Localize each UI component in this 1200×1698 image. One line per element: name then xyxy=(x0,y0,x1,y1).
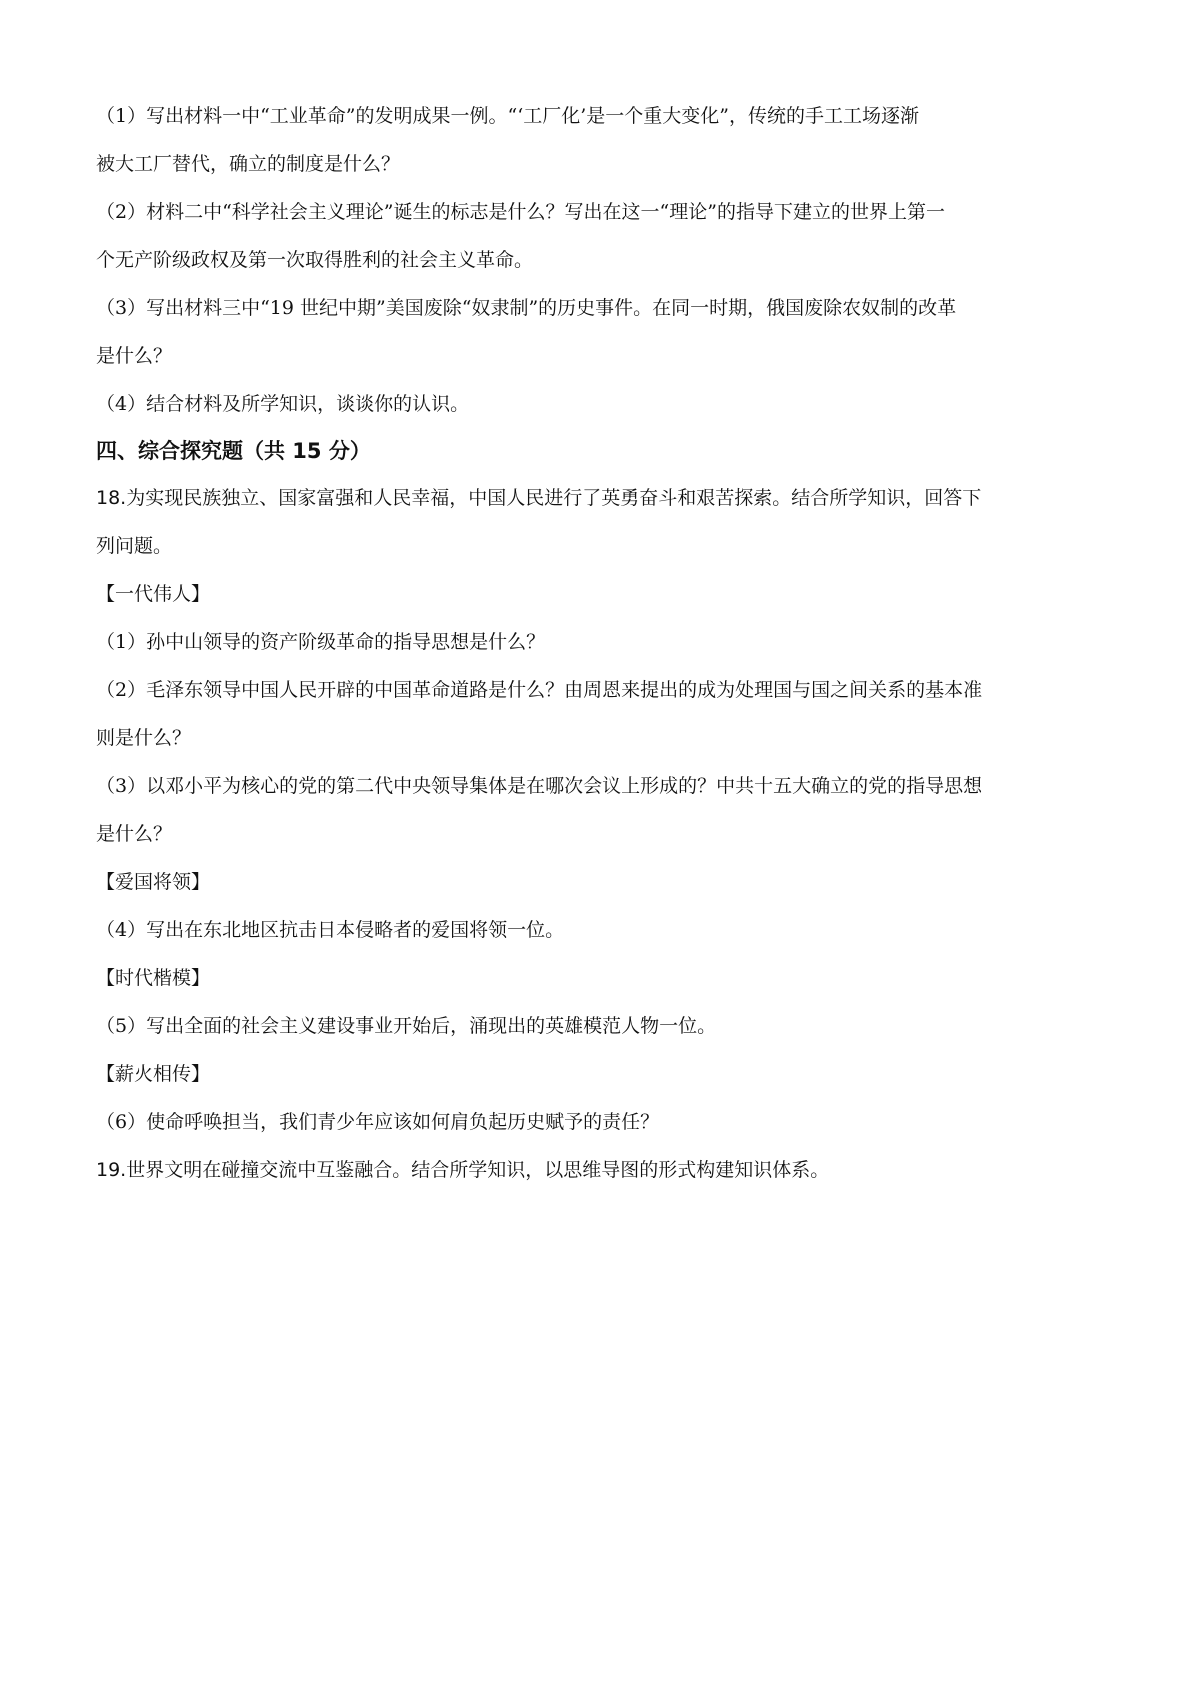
q17-sub1-line2: 被大工厂替代，确立的制度是什么？ xyxy=(96,153,401,175)
q19-stem xyxy=(96,1146,1106,1194)
q18-stem-line2: 列问题。 xyxy=(96,535,173,557)
q18-sub6: （6）使命呼唤担当，我们青少年应该如何肩负起历史赋予的责任？ xyxy=(96,1111,660,1133)
q18-sub5: （5）写出全面的社会主义建设事业开始后，涌现出的英雄模范人物一位。 xyxy=(96,1015,717,1037)
q19-number: 19. xyxy=(96,1159,127,1181)
q18-stem-text: 为实现民族独立、国家富强和人民幸福，中国人民进行了英勇奋斗和艰苦探索。结合所学知识，回答下 xyxy=(126,487,982,509)
q17-sub2-line1: （2）材料二中“科学社会主义理论”诞生的标志是什么？写出在这一“理论”的指导下建立的世界上第一 xyxy=(96,201,945,223)
q17-sub1-line1: （1）写出材料一中“工业革命”的发明成果一例。“‘工厂化’是一个重大变化”，传统的手工工场逐渐 xyxy=(96,105,920,127)
q18-tag-passing-torch: 【薪火相传】 xyxy=(96,1063,211,1085)
q18-stem-line1 xyxy=(96,474,1106,522)
q17-sub4: （4）结合材料及所学知识，谈谈你的认识。 xyxy=(96,393,470,415)
q17-sub2-line2: 个无产阶级政权及第一次取得胜利的社会主义革命。 xyxy=(96,249,534,271)
exam-page xyxy=(96,92,1106,1194)
q18-sub1: （1）孙中山领导的资产阶级革命的指导思想是什么？ xyxy=(96,631,546,653)
q17-sub3-line2: 是什么？ xyxy=(96,345,173,367)
q18-tag-role-models: 【时代楷模】 xyxy=(96,967,211,989)
q18-tag-great-leaders: 【一代伟人】 xyxy=(96,583,211,605)
q17-sub3-line1: （3）写出材料三中“19 世纪中期”美国废除“奴隶制”的历史事件。在同一时期，俄国废除农奴制的改革 xyxy=(96,297,957,319)
q18-sub2-line1: （2）毛泽东领导中国人民开辟的中国革命道路是什么？由周恩来提出的成为处理国与国之间关系的基本准 xyxy=(96,679,983,701)
q18-sub3-line1: （3）以邓小平为核心的党的第二代中央领导集体是在哪次会议上形成的？中共十五大确立的党的指导思想 xyxy=(96,775,983,797)
q19-stem-text: 世界文明在碰撞交流中互鉴融合。结合所学知识，以思维导图的形式构建知识体系。 xyxy=(126,1159,830,1181)
section-title: 四、综合探究题（共 15 分） xyxy=(96,439,371,463)
q18-sub4: （4）写出在东北地区抗击日本侵略者的爱国将领一位。 xyxy=(96,919,565,941)
q18-sub2-line2: 则是什么？ xyxy=(96,727,192,749)
q18-number: 18. xyxy=(96,487,127,509)
q18-tag-patriotic-generals: 【爱国将领】 xyxy=(96,871,211,893)
q18-sub3-line2: 是什么？ xyxy=(96,823,173,845)
